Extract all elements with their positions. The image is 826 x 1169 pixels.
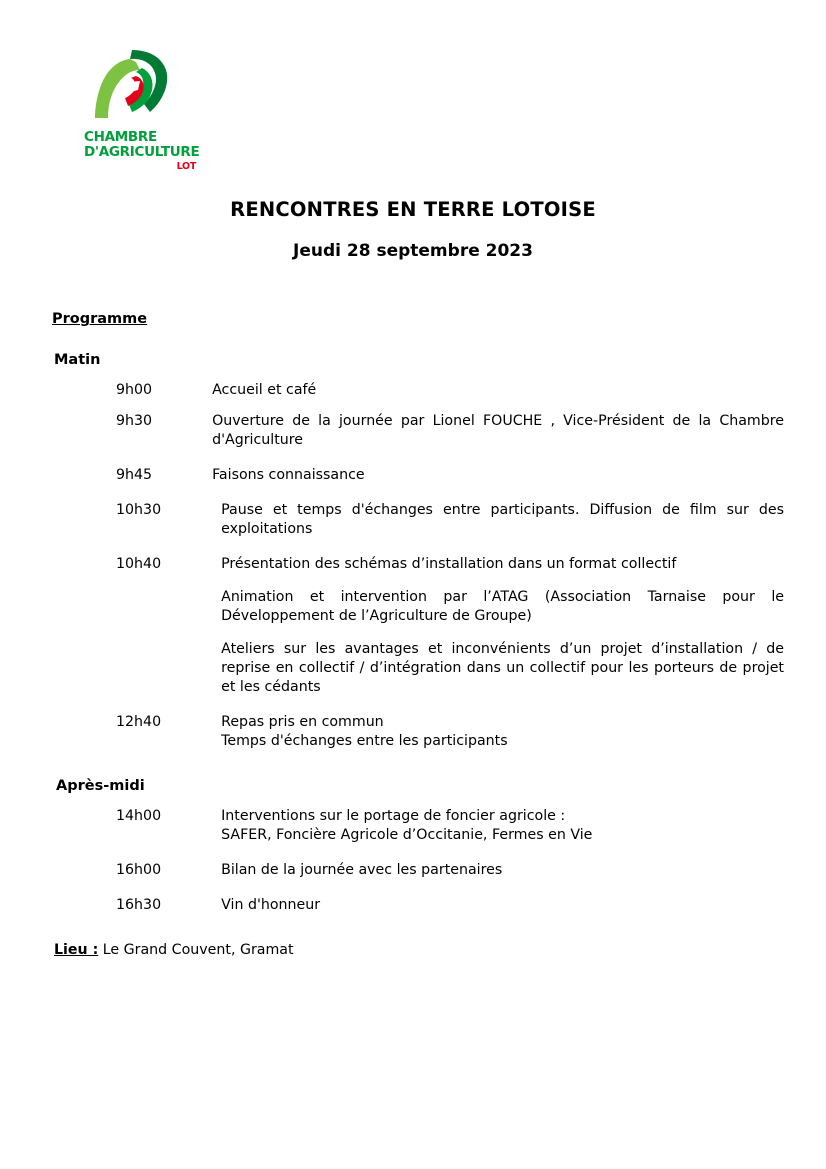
venue-label: Lieu : — [54, 942, 99, 958]
morning-heading: Matin — [54, 352, 101, 368]
logo-line-2: D'AGRICULTURE — [84, 143, 200, 160]
schedule-row — [52, 412, 784, 450]
logo-mark-icon — [92, 48, 178, 126]
schedule-description — [152, 381, 784, 400]
logo-line-3: LOT — [176, 161, 196, 172]
page-subtitle: Jeudi 28 septembre 2023 — [293, 241, 533, 261]
venue-line — [54, 941, 784, 960]
schedule-description — [161, 555, 784, 697]
schedule-line: Interventions sur le portage de foncier agricole : — [221, 808, 566, 824]
page-title: RENCONTRES EN TERRE LOTOISE — [230, 198, 596, 221]
schedule-line: Repas pris en commun — [221, 714, 384, 730]
schedule-line: Pause et temps d'échanges entre participants. Diffusion de film sur des exploitations — [221, 502, 784, 537]
schedule-row — [52, 861, 784, 880]
schedule-time: 16h00 — [116, 862, 162, 878]
schedule-line: Ouverture de la journée par Lionel FOUCHE , Vice-Président de la Chambre d'Agriculture — [212, 413, 784, 448]
afternoon-heading: Après-midi — [56, 778, 145, 794]
schedule-description — [161, 713, 784, 751]
schedule-time: 10h40 — [116, 556, 162, 572]
logo-wordmark — [84, 130, 200, 175]
schedule-line: Temps d'échanges entre les participants — [221, 733, 508, 749]
program-content — [52, 310, 784, 960]
schedule-row — [52, 896, 784, 915]
schedule-line: SAFER, Foncière Agricole d’Occitanie, Fermes en Vie — [221, 827, 593, 843]
schedule-time: 9h45 — [116, 467, 153, 483]
schedule-row — [52, 555, 784, 697]
schedule-time: 16h30 — [116, 897, 162, 913]
chamber-of-agriculture-logo — [80, 48, 200, 188]
schedule-row — [52, 713, 784, 751]
schedule-time: 14h00 — [116, 808, 162, 824]
schedule-row — [52, 501, 784, 539]
schedule-description — [161, 807, 784, 845]
schedule-line: Faisons connaissance — [212, 467, 365, 483]
schedule-line: Accueil et café — [212, 382, 317, 398]
logo-line-1: CHAMBRE — [84, 129, 157, 145]
schedule-line: Présentation des schémas d’installation dans un format collectif — [221, 556, 677, 572]
schedule-line: Vin d'honneur — [221, 897, 321, 913]
schedule-description — [161, 861, 784, 880]
schedule-time: 9h00 — [116, 382, 153, 398]
schedule-line: Ateliers sur les avantages et inconvénients d’un projet d’installation / de reprise en collectif / d’intégration dans un collectif pour les porteurs de projet et les cédants — [221, 641, 784, 695]
schedule-description — [152, 466, 784, 485]
schedule-description — [161, 896, 784, 915]
schedule-time: 10h30 — [116, 502, 162, 518]
program-heading: Programme — [52, 311, 148, 327]
schedule-row — [52, 466, 784, 485]
schedule-row — [52, 381, 784, 400]
schedule-line: Bilan de la journée avec les partenaires — [221, 862, 503, 878]
schedule-time: 9h30 — [116, 413, 153, 429]
schedule-time: 12h40 — [116, 714, 162, 730]
schedule-line: Animation et intervention par l’ATAG (Association Tarnaise pour le Développement de l’Agriculture de Groupe) — [221, 589, 784, 624]
schedule-description — [152, 412, 784, 450]
schedule-description — [161, 501, 784, 539]
venue-value: Le Grand Couvent, Gramat — [102, 942, 294, 958]
schedule-row — [52, 807, 784, 845]
